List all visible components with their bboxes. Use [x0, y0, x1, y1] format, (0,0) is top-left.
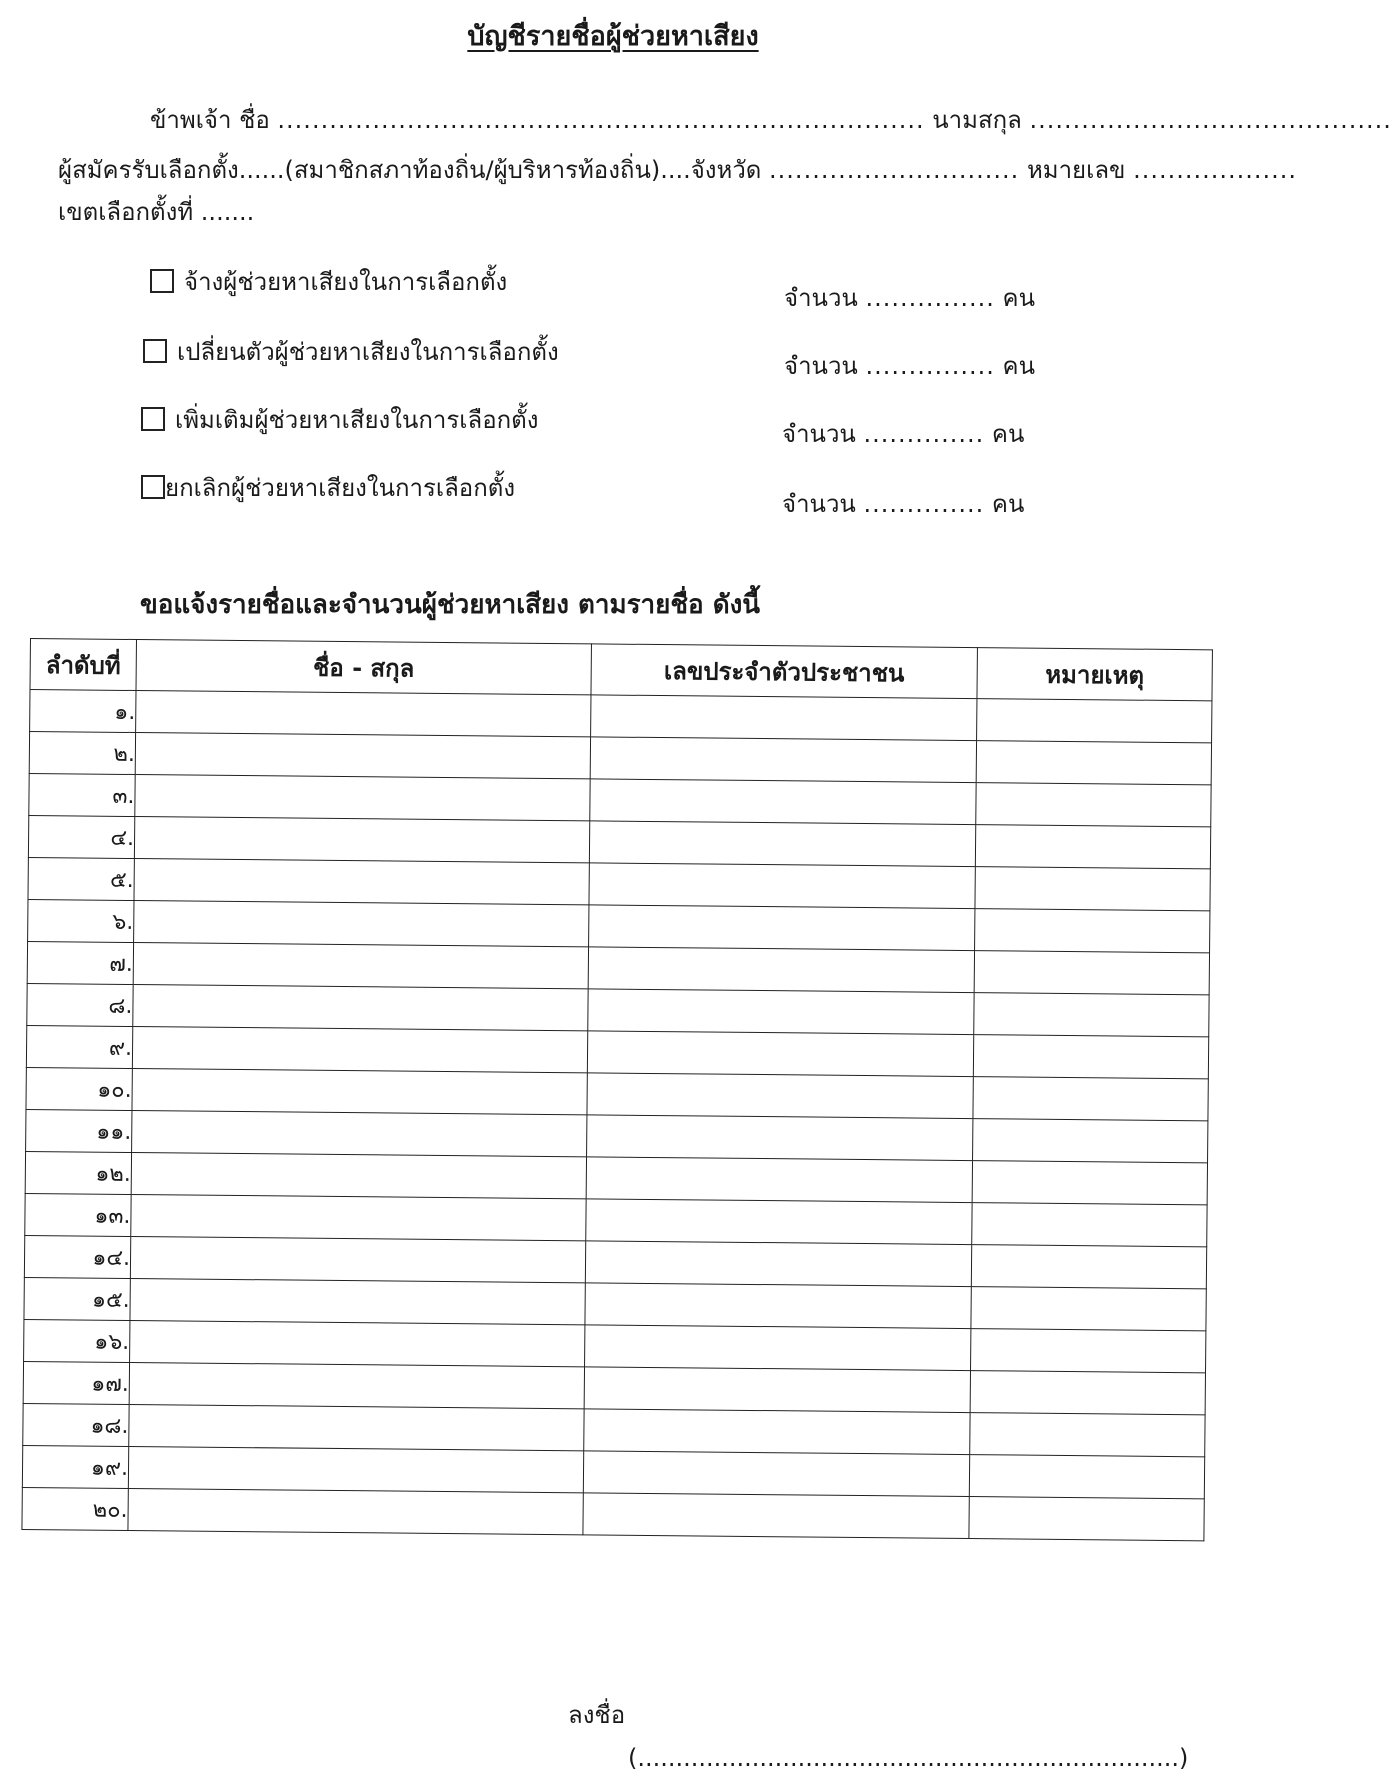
row-number: ๗. [27, 941, 133, 984]
remarks-cell[interactable] [971, 1287, 1206, 1331]
name-field[interactable]: ........................................................................... [277, 106, 925, 134]
citizen-id-cell[interactable] [587, 1031, 973, 1077]
header-citizen-id: เลขประจำตัวประชาชน [591, 644, 977, 699]
fullname-cell[interactable] [133, 943, 588, 989]
row-number: ๑๒. [25, 1151, 131, 1194]
row-number: ๖. [28, 899, 134, 942]
remarks-cell[interactable] [973, 1077, 1208, 1121]
hire-count-field[interactable]: ............... [865, 284, 995, 312]
replace-checkbox[interactable] [143, 339, 167, 363]
header-remarks: หมายเหตุ [977, 648, 1212, 701]
row-number: ๑๔. [24, 1235, 130, 1278]
page-title: บัญชีรายชื่อผู้ช่วยหาเสียง [467, 21, 759, 52]
fullname-cell[interactable] [135, 733, 590, 779]
header-fullname: ชื่อ - สกุล [136, 640, 591, 695]
helpers-table [21, 638, 1213, 1541]
row-number: ๘. [27, 983, 133, 1026]
fullname-cell[interactable] [132, 1111, 587, 1157]
remarks-cell[interactable] [975, 825, 1210, 869]
option-cancel: ยกเลิกผู้ช่วยหาเสียงในการเลือกตั้ง [141, 468, 515, 507]
option-hire: จ้างผู้ช่วยหาเสียงในการเลือกตั้ง [150, 262, 507, 301]
add-count: จำนวน .............. คน [782, 420, 1025, 448]
row-number: ๒. [29, 732, 135, 775]
row-number: ๙. [26, 1025, 132, 1068]
option-replace: เปลี่ยนตัวผู้ช่วยหาเสียงในการเลือกตั้ง [143, 332, 559, 371]
citizen-id-cell[interactable] [587, 1115, 973, 1161]
citizen-id-cell[interactable] [586, 1199, 972, 1245]
remarks-cell[interactable] [969, 1497, 1204, 1541]
fullname-cell[interactable] [131, 1194, 586, 1240]
fullname-cell[interactable] [129, 1404, 584, 1450]
citizen-id-cell[interactable] [590, 779, 976, 825]
row-number: ๑๗. [23, 1361, 129, 1404]
add-count-field[interactable]: .............. [863, 420, 985, 448]
remarks-cell[interactable] [969, 1455, 1204, 1499]
applicant-name-line: ข้าพเจ้า ชื่อ ........................................................................... นามสกุล .......................................... [150, 106, 1392, 134]
citizen-id-cell[interactable] [591, 695, 977, 741]
fullname-cell[interactable] [130, 1320, 585, 1366]
row-number: ๕. [28, 857, 134, 900]
fullname-cell[interactable] [132, 1069, 587, 1115]
row-number: ๔. [28, 815, 134, 858]
surname-field[interactable]: .......................................... [1029, 106, 1392, 134]
citizen-id-cell[interactable] [584, 1367, 970, 1413]
citizen-id-cell[interactable] [586, 1157, 972, 1203]
row-number: ๑๐. [26, 1067, 132, 1110]
fullname-cell[interactable] [132, 1027, 587, 1073]
remarks-cell[interactable] [975, 867, 1210, 911]
header-order: ลำดับที่ [30, 639, 136, 691]
signature-label: ลงชื่อ [568, 1701, 626, 1729]
row-number: ๓. [29, 773, 135, 816]
fullname-cell[interactable] [130, 1236, 585, 1282]
hire-checkbox[interactable] [150, 269, 174, 293]
remarks-cell[interactable] [974, 951, 1209, 995]
remarks-cell[interactable] [972, 1161, 1207, 1205]
cancel-checkbox[interactable] [141, 475, 165, 499]
fullname-cell[interactable] [133, 985, 588, 1031]
province-field[interactable]: ............................. [769, 156, 1020, 184]
row-number: ๑๑. [26, 1109, 132, 1152]
applicant-candidate-line: ผู้สมัครรับเลือกตั้ง......(สมาชิกสภาท้องถิ่น/ผู้บริหารท้องถิ่น)....จังหวัด ............................. หมายเลข ................... [58, 156, 1298, 184]
citizen-id-cell[interactable] [587, 1073, 973, 1119]
row-number: ๒๐. [22, 1487, 128, 1530]
citizen-id-cell[interactable] [588, 947, 974, 993]
citizen-id-cell[interactable] [588, 989, 974, 1035]
remarks-cell[interactable] [975, 909, 1210, 953]
remarks-cell[interactable] [976, 741, 1211, 785]
candidate-number-field[interactable]: ................... [1133, 156, 1298, 184]
citizen-id-cell[interactable] [589, 863, 975, 909]
row-number: ๑๕. [24, 1277, 130, 1320]
fullname-cell[interactable] [128, 1446, 583, 1492]
row-number: ๑๙. [22, 1445, 128, 1488]
fullname-cell[interactable] [135, 775, 590, 821]
remarks-cell[interactable] [971, 1245, 1206, 1289]
citizen-id-cell[interactable] [589, 905, 975, 951]
citizen-id-cell[interactable] [583, 1493, 969, 1539]
row-number: ๑๓. [25, 1193, 131, 1236]
remarks-cell[interactable] [974, 993, 1209, 1037]
remarks-cell[interactable] [972, 1203, 1207, 1247]
remarks-cell[interactable] [970, 1413, 1205, 1457]
add-checkbox[interactable] [141, 407, 165, 431]
fullname-cell[interactable] [134, 817, 589, 863]
fullname-cell[interactable] [134, 859, 589, 905]
citizen-id-cell[interactable] [583, 1451, 969, 1497]
row-number: ๑๖. [24, 1319, 130, 1362]
replace-count-field[interactable]: ............... [865, 352, 995, 380]
citizen-id-cell[interactable] [585, 1325, 971, 1371]
fullname-cell[interactable] [128, 1488, 583, 1534]
citizen-id-cell[interactable] [584, 1409, 970, 1455]
citizen-id-cell[interactable] [589, 821, 975, 867]
option-add: เพิ่มเติมผู้ช่วยหาเสียงในการเลือกตั้ง [141, 400, 538, 439]
fullname-cell[interactable] [129, 1362, 584, 1408]
fullname-cell[interactable] [131, 1152, 586, 1198]
list-subheading: ขอแจ้งรายชื่อและจำนวนผู้ช่วยหาเสียง ตามรายชื่อ ดังนี้ [140, 590, 761, 620]
citizen-id-cell[interactable] [590, 737, 976, 783]
hire-count: จำนวน ............... คน [784, 284, 1036, 312]
row-number: ๑๘. [23, 1403, 129, 1446]
fullname-cell[interactable] [130, 1278, 585, 1324]
citizen-id-cell[interactable] [585, 1241, 971, 1287]
constituency-line: เขตเลือกตั้งที่ ....... [58, 198, 255, 226]
signature-name-field[interactable]: (.......................................................................) [628, 1744, 1189, 1772]
cancel-count: จำนวน .............. คน [782, 490, 1025, 518]
replace-count: จำนวน ............... คน [784, 352, 1036, 380]
remarks-cell[interactable] [977, 699, 1212, 743]
row-number: ๑. [30, 690, 136, 733]
remarks-cell[interactable] [973, 1119, 1208, 1163]
table-body [22, 690, 1212, 1541]
remarks-cell[interactable] [971, 1329, 1206, 1373]
citizen-id-cell[interactable] [585, 1283, 971, 1329]
remarks-cell[interactable] [970, 1371, 1205, 1415]
fullname-cell[interactable] [134, 901, 589, 947]
remarks-cell[interactable] [973, 1035, 1208, 1079]
cancel-count-field[interactable]: .............. [863, 490, 985, 518]
remarks-cell[interactable] [976, 783, 1211, 827]
fullname-cell[interactable] [136, 691, 591, 737]
